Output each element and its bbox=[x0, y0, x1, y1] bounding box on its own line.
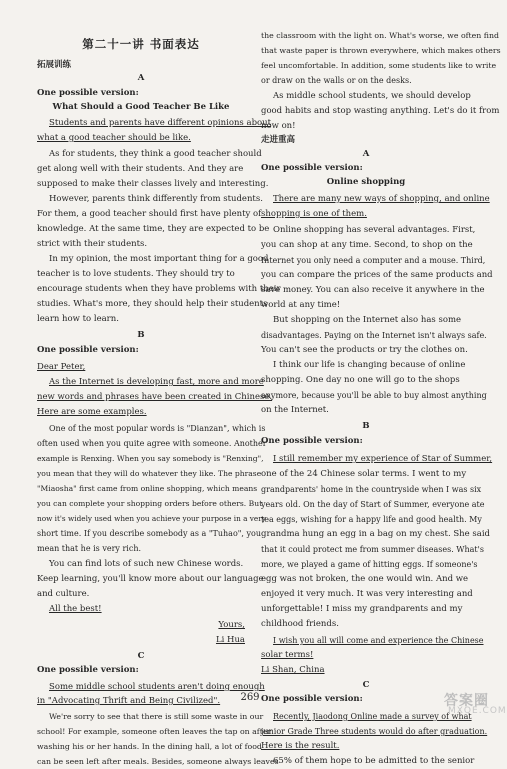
paragraph-line: save money. You can also receive it anywhere in the bbox=[261, 285, 485, 295]
paragraph-line: solar terms! bbox=[261, 650, 314, 660]
paragraph-line: teacher is to love students. They should try to bbox=[37, 269, 235, 279]
letter-closing: All the best! bbox=[49, 604, 102, 614]
paragraph-line: learn how to learn. bbox=[37, 314, 119, 324]
part-a-letter: A bbox=[362, 149, 370, 159]
part-b-letter: B bbox=[137, 330, 145, 340]
part-a-version-label: One possible version: bbox=[37, 88, 139, 98]
paragraph-line: you can compare the prices of the same products and bbox=[261, 270, 493, 280]
paragraph-line: As the Internet is developing fast, more and more bbox=[49, 377, 264, 387]
paragraph-line: One of the most popular words is "Dianzan", which is bbox=[49, 424, 266, 433]
paragraph-line: shopping. One day no one will go to the shops bbox=[261, 375, 460, 385]
paragraph-line: what a good teacher should be like. bbox=[37, 133, 191, 143]
paragraph-line: school! For example, someone often leaves the tap on after bbox=[37, 727, 272, 736]
paragraph-line: you can shop at any time. Second, to shop on the bbox=[261, 240, 473, 250]
paragraph-line: However, parents think differently from students. bbox=[49, 194, 263, 204]
paragraph-line: But shopping on the Internet also has some bbox=[273, 315, 462, 325]
paragraph-line: encourage students when they have problems with their bbox=[37, 284, 281, 294]
paragraph-line: more, we played a game of hitting eggs. If someone's bbox=[261, 560, 478, 569]
paragraph-line: Here are some examples. bbox=[37, 407, 147, 417]
paragraph-line: that waste paper is thrown everywhere, which makes others bbox=[261, 46, 501, 55]
paragraph-line: egg was not broken, the one would win. And we bbox=[261, 574, 469, 584]
paragraph-line: the classroom with the light on. What's worse, we often find bbox=[261, 31, 499, 40]
paragraph-line: There are many new ways of shopping, and online bbox=[273, 194, 490, 204]
watermark-logo-text: 答案圈 bbox=[444, 693, 489, 709]
paragraph-line: years old. On the day of Start of Summer, everyone ate bbox=[261, 500, 485, 509]
paragraph-line: Keep learning, you'll know more about our language bbox=[37, 574, 264, 584]
paragraph-line: disadvantages. Paying on the Internet isn't always safe. bbox=[261, 331, 487, 340]
paragraph-line: supposed to make their classes lively and interesting. bbox=[37, 179, 269, 189]
paragraph-line: anymore, because you'll be able to buy almost anything bbox=[261, 391, 487, 400]
paragraph-line: or draw on the walls or on the desks. bbox=[261, 76, 412, 85]
paragraph-line: new words and phrases have been created in Chinese. bbox=[37, 392, 273, 402]
paragraph-line: in "Advocating Thrift and Being Civilized". bbox=[37, 696, 221, 706]
part-c-version-label: One possible version: bbox=[261, 694, 363, 704]
paragraph-line: Online shopping has several advantages. First, bbox=[273, 225, 476, 235]
paragraph-line: I wish you all will come and experience the Chinese bbox=[273, 636, 484, 645]
paragraph-line: grandparents' home in the countryside when I was six bbox=[261, 485, 482, 494]
paragraph-line: As middle school students, we should develop bbox=[273, 91, 471, 101]
paragraph-line: good habits and stop wasting anything. Let's do it from bbox=[261, 106, 500, 116]
letter-signoff: Yours, bbox=[218, 620, 245, 630]
paragraph-line: For them, a good teacher should first have plenty of bbox=[37, 209, 262, 219]
watermark-logo bbox=[444, 690, 507, 718]
paragraph-line: you mean that they will do whatever they like. The phrase bbox=[37, 469, 262, 478]
paragraph-line: feel uncomfortable. In addition, some students like to write bbox=[261, 61, 497, 70]
paragraph-line: I still remember my experience of Star of Summer, bbox=[273, 454, 493, 464]
paragraph-line: You can find lots of such new Chinese words. bbox=[49, 559, 244, 569]
paragraph-line: can be seen left after meals. Besides, someone always leaves bbox=[37, 757, 279, 766]
section-heading-key-school: 走进重高 bbox=[261, 135, 296, 145]
part-c-version-label: One possible version: bbox=[37, 665, 139, 675]
paragraph-line: grandma hung an egg in a bag on my chest. She said bbox=[261, 529, 490, 539]
paragraph-line: now it's widely used when you achieve your purpose in a very bbox=[37, 514, 266, 523]
part-a-essay-title: What Should a Good Teacher Be Like bbox=[52, 102, 230, 112]
part-b-letter: B bbox=[362, 421, 370, 431]
paragraph-line: one of the 24 Chinese solar terms. I went to my bbox=[261, 469, 467, 479]
paragraph-line: "Miaosha" first came from online shopping, which means bbox=[37, 484, 258, 493]
part-a-letter: A bbox=[137, 73, 145, 83]
paragraph-line: In my opinion, the most important thing for a good bbox=[49, 254, 269, 264]
part-b-version-label: One possible version: bbox=[261, 436, 363, 446]
paragraph-line: shopping is one of them. bbox=[261, 209, 367, 219]
paragraph-line: We're sorry to see that there is still some waste in our bbox=[49, 712, 264, 721]
paragraph-line: enjoyed it very much. It was very interesting and bbox=[261, 589, 473, 599]
paragraph-line: and culture. bbox=[37, 589, 90, 599]
paragraph-line: get along well with their students. And they are bbox=[37, 164, 244, 174]
paragraph-line: often used when you quite agree with someone. Another bbox=[37, 439, 267, 448]
paragraph-line: childhood friends. bbox=[261, 619, 339, 629]
paragraph-line: tea eggs, wishing for a happy life and good health. My bbox=[261, 515, 482, 524]
page-number: 269 bbox=[240, 692, 260, 703]
paragraph-line: studies. What's more, they should help their students bbox=[37, 299, 268, 309]
paragraph-line: that it could protect me from summer diseases. What's bbox=[261, 545, 484, 554]
paragraph-line: Students and parents have different opinions about bbox=[49, 118, 272, 128]
part-c-letter: C bbox=[362, 680, 370, 690]
paragraph-line: Some middle school students aren't doing enough bbox=[49, 682, 265, 692]
paragraph-line: 65% of them hope to be admitted to the senior bbox=[273, 756, 475, 766]
chapter-title: 第二十一讲 书面表达 bbox=[82, 37, 200, 51]
paragraph-line: now on! bbox=[261, 121, 296, 131]
paragraph-line: on the Internet. bbox=[261, 405, 329, 415]
paragraph-line: unforgettable! I miss my grandparents and my bbox=[261, 604, 463, 614]
letter-signature: Li Shan, China bbox=[261, 665, 325, 675]
paragraph-line: washing his or her hands. In the dining hall, a lot of food bbox=[37, 742, 262, 751]
paragraph-line: world at any time! bbox=[261, 300, 341, 310]
paragraph-line: As for students, they think a good teacher should bbox=[49, 149, 262, 159]
paragraph-line: junior Grade Three students would do after graduation. bbox=[261, 727, 488, 736]
paragraph-line: example is Renxing. When you say somebody is "Renxing", bbox=[37, 454, 264, 463]
part-c-letter: C bbox=[137, 651, 145, 661]
letter-signature: Li Hua bbox=[215, 635, 245, 645]
paragraph-line: Recently, Jiaodong Online made a survey of what bbox=[273, 712, 472, 721]
watermark-logo-url: MXQE.COM bbox=[448, 706, 507, 716]
letter-salutation: Dear Peter, bbox=[37, 362, 86, 372]
paragraph-line: you can complete your shopping orders before others. But bbox=[37, 499, 263, 508]
paragraph-line: knowledge. At the same time, they are expected to be bbox=[37, 224, 270, 234]
paragraph-line: Here is the result. bbox=[261, 741, 340, 751]
paragraph-line: mean that he is very rich. bbox=[37, 544, 142, 553]
paragraph-line: Internet you only need a computer and a mouse. Third, bbox=[261, 256, 486, 265]
section-heading-extension: 拓展训练 bbox=[37, 60, 72, 70]
paragraph-line: short time. If you describe somebody as a "Tuhao", you bbox=[37, 529, 262, 538]
part-b-version-label: One possible version: bbox=[37, 345, 139, 355]
paragraph-line: You can't see the products or try the clothes on. bbox=[261, 345, 468, 355]
part-a-essay-title: Online shopping bbox=[326, 177, 406, 187]
paragraph-line: strict with their students. bbox=[37, 239, 148, 249]
part-a-version-label: One possible version: bbox=[261, 163, 363, 173]
paragraph-line: I think our life is changing because of online bbox=[273, 360, 466, 370]
